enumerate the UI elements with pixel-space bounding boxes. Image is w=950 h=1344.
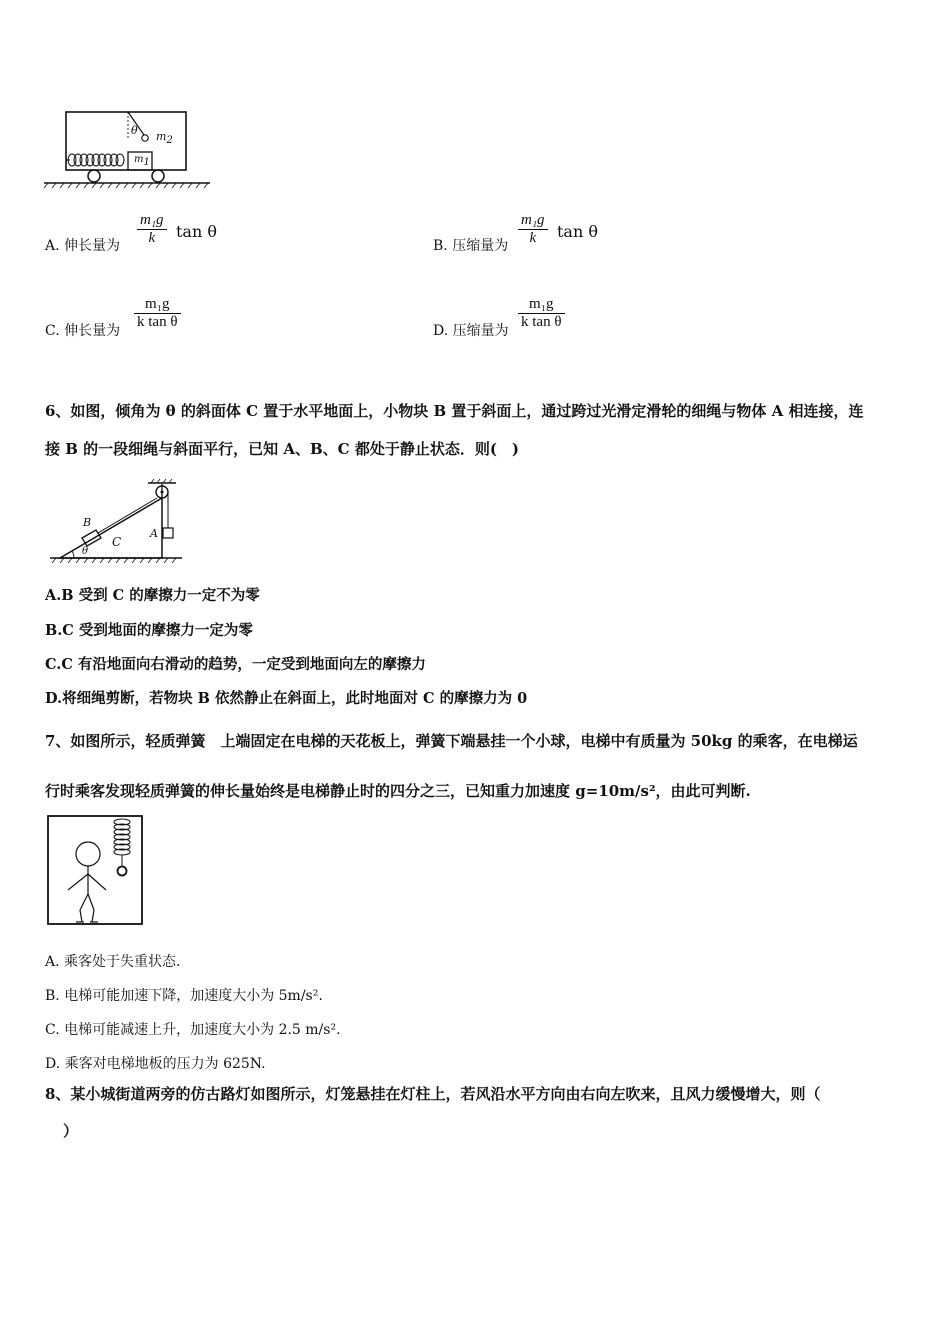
q5-option-c-fraction: $\frac{\text{m₁g}}{\text{k tan θ}}$ xyxy=(134,296,181,331)
q5-option-b-fraction: $\frac{\text{m₁g}}{k}$ xyxy=(518,212,548,247)
q6-option-b[interactable]: B.C 受到地面的摩擦力一定为零 xyxy=(45,622,253,639)
q5-option-b[interactable]: B. 压缩量为 xyxy=(433,238,509,254)
q5-option-d-fraction: $\frac{\text{m₁g}}{\text{k tan θ}}$ xyxy=(518,296,565,331)
fig-theta-label-q6: θ xyxy=(82,546,89,557)
q7-stem-line1: 7、如图所示，轻质弹簧 上端固定在电梯的天花板上，弹簧下端悬挂一个小球，电梯中有质量为 50kg 的乘客，在电梯运 xyxy=(45,732,858,750)
fig-c-label: C xyxy=(112,535,122,549)
incline-pulley-figure xyxy=(50,478,185,564)
q8-stem-line2: ） xyxy=(63,1122,79,1140)
q7-stem-line2: 行时乘客发现轻质弹簧的伸长量始终是电梯静止时的四分之三，已知重力加速度 g=10m/s²，由此可判断. xyxy=(45,782,751,800)
q7-option-c[interactable]: C. 电梯可能减速上升，加速度大小为 2.5 m/s². xyxy=(45,1022,341,1038)
q5-option-d[interactable]: D. 压缩量为 xyxy=(433,323,509,339)
q6-option-a[interactable]: A.B 受到 C 的摩擦力一定不为零 xyxy=(45,587,260,604)
fig-theta-label: θ xyxy=(131,124,138,137)
q5-option-b-tail: tan θ xyxy=(557,222,598,241)
cart-figure xyxy=(44,108,212,190)
q6-stem-line1: 6、如图，倾角为 θ 的斜面体 C 置于水平地面上，小物块 B 置于斜面上，通过跨过光滑定滑轮的细绳与物体 A 相连接，连 xyxy=(45,402,864,420)
fig-b-label: B xyxy=(83,516,92,529)
q7-option-b[interactable]: B. 电梯可能加速下降，加速度大小为 5m/s². xyxy=(45,988,323,1004)
q5-option-a[interactable]: A. 伸长量为 xyxy=(45,238,121,254)
q5-option-a-tail: tan θ xyxy=(176,222,217,241)
q5-option-c[interactable]: C. 伸长量为 xyxy=(45,323,121,339)
q6-stem-line2: 接 B 的一段细绳与斜面平行，已知 A、B、C 都处于静止状态．则( ) xyxy=(45,440,520,458)
fig-m1-label: $m_1$ xyxy=(134,154,150,168)
q7-option-d[interactable]: D. 乘客对电梯地板的压力为 625N. xyxy=(45,1056,266,1072)
elevator-figure xyxy=(46,814,150,928)
q7-option-a[interactable]: A. 乘客处于失重状态. xyxy=(45,954,181,970)
fig-m2-label: $m_2$ xyxy=(156,130,173,147)
q6-option-c[interactable]: C.C 有沿地面向右滑动的趋势，一定受到地面向左的摩擦力 xyxy=(45,656,426,673)
q5-option-a-fraction: $\frac{\text{m₁g}}{k}$ xyxy=(137,212,167,247)
fig-a-label: A xyxy=(150,527,158,540)
q6-option-d[interactable]: D.将细绳剪断，若物块 B 依然静止在斜面上，此时地面对 C 的摩擦力为 0 xyxy=(45,690,528,707)
q8-stem-line1: 8、某小城街道两旁的仿古路灯如图所示，灯笼悬挂在灯柱上，若风沿水平方向由右向左吹来，且风力缓慢增大，则（ xyxy=(45,1085,821,1103)
